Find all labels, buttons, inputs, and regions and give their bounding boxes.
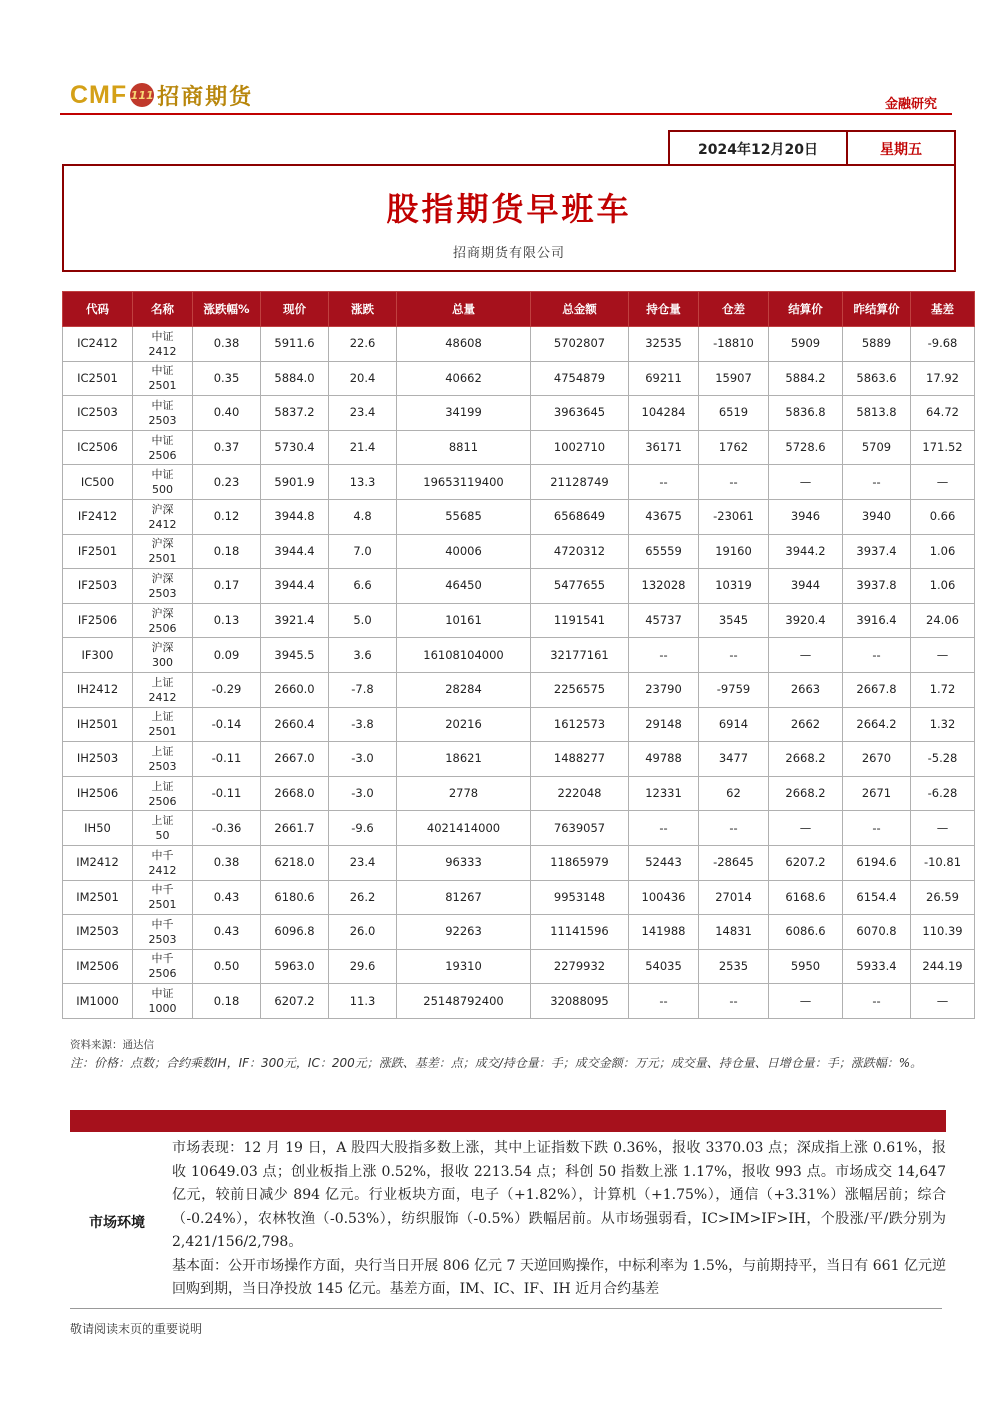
column-header: 现价 xyxy=(261,292,329,327)
table-cell: 4754879 xyxy=(531,361,629,396)
table-cell: 21128749 xyxy=(531,465,629,500)
table-cell: 65559 xyxy=(629,534,699,569)
table-cell: 1002710 xyxy=(531,430,629,465)
table-cell: 0.09 xyxy=(193,638,261,673)
table-cell: 40662 xyxy=(397,361,531,396)
table-cell: 8811 xyxy=(397,430,531,465)
table-cell: 10161 xyxy=(397,603,531,638)
table-cell: 14831 xyxy=(699,915,769,950)
table-cell: 32088095 xyxy=(531,984,629,1019)
column-header: 结算价 xyxy=(769,292,843,327)
table-cell: -- xyxy=(699,984,769,1019)
table-cell: -- xyxy=(699,465,769,500)
table-cell: 4021414000 xyxy=(397,811,531,846)
table-cell: 64.72 xyxy=(911,396,975,431)
contract-name-cell: 沪深 2412 xyxy=(133,499,193,534)
table-cell: -3.0 xyxy=(329,776,397,811)
contract-code-cell: IC500 xyxy=(63,465,133,500)
table-cell: 26.2 xyxy=(329,880,397,915)
table-row xyxy=(63,638,975,673)
table-body xyxy=(63,327,975,1019)
table-cell: 34199 xyxy=(397,396,531,431)
table-cell: 244.19 xyxy=(911,949,975,984)
contract-code-cell: IM2503 xyxy=(63,915,133,950)
company-logo xyxy=(70,80,253,110)
market-commentary xyxy=(172,1137,946,1302)
table-cell: 3.6 xyxy=(329,638,397,673)
contract-code-cell: IH2506 xyxy=(63,776,133,811)
column-header: 涨跌 xyxy=(329,292,397,327)
contract-name-cell: 中证 2501 xyxy=(133,361,193,396)
table-cell: 11865979 xyxy=(531,845,629,880)
data-source: 资料来源：通达信 xyxy=(70,1039,154,1051)
table-cell: 1762 xyxy=(699,430,769,465)
table-cell: -9.6 xyxy=(329,811,397,846)
table-cell: 3944.2 xyxy=(769,534,843,569)
table-cell: 3940 xyxy=(843,499,911,534)
table-cell: 1191541 xyxy=(531,603,629,638)
table-row xyxy=(63,327,975,362)
contract-name-cell: 沪深 2503 xyxy=(133,569,193,604)
table-row xyxy=(63,915,975,950)
table-cell: 2662 xyxy=(769,707,843,742)
contract-name-cell: 上证 2501 xyxy=(133,707,193,742)
table-cell: 15907 xyxy=(699,361,769,396)
table-cell: 16108104000 xyxy=(397,638,531,673)
report-date: 2024年12月20日 xyxy=(668,130,848,166)
table-cell: 26.59 xyxy=(911,880,975,915)
table-cell: 5863.6 xyxy=(843,361,911,396)
table-cell: 6914 xyxy=(699,707,769,742)
table-row xyxy=(63,672,975,707)
table-cell: 0.17 xyxy=(193,569,261,604)
table-cell: 3921.4 xyxy=(261,603,329,638)
table-cell: 0.37 xyxy=(193,430,261,465)
table-cell: 12331 xyxy=(629,776,699,811)
table-cell: 36171 xyxy=(629,430,699,465)
table-cell: 104284 xyxy=(629,396,699,431)
table-cell: 5901.9 xyxy=(261,465,329,500)
table-cell: 2256575 xyxy=(531,672,629,707)
table-cell: -6.28 xyxy=(911,776,975,811)
table-cell: 0.43 xyxy=(193,915,261,950)
table-row xyxy=(63,984,975,1019)
table-row xyxy=(63,534,975,569)
header-divider xyxy=(60,113,952,115)
table-cell: 1.06 xyxy=(911,534,975,569)
column-header: 涨跌幅% xyxy=(193,292,261,327)
table-cell: -3.8 xyxy=(329,707,397,742)
contract-code-cell: IF2501 xyxy=(63,534,133,569)
table-cell: 6194.6 xyxy=(843,845,911,880)
table-cell: 4720312 xyxy=(531,534,629,569)
table-cell: 3920.4 xyxy=(769,603,843,638)
contract-name-cell: 中千 2412 xyxy=(133,845,193,880)
table-cell: 5.0 xyxy=(329,603,397,638)
logo-latin: CMF xyxy=(70,80,128,109)
table-cell: 29.6 xyxy=(329,949,397,984)
table-cell: 32535 xyxy=(629,327,699,362)
table-cell: 20216 xyxy=(397,707,531,742)
table-cell: 3944.4 xyxy=(261,569,329,604)
table-cell: 2668.2 xyxy=(769,776,843,811)
table-cell: 2668.0 xyxy=(261,776,329,811)
table-cell: 3937.8 xyxy=(843,569,911,604)
contract-name-cell: 中千 2503 xyxy=(133,915,193,950)
table-cell: 49788 xyxy=(629,742,699,777)
table-cell: 0.40 xyxy=(193,396,261,431)
table-header-row xyxy=(63,292,975,327)
table-cell: 5477655 xyxy=(531,569,629,604)
table-cell: 6519 xyxy=(699,396,769,431)
table-cell: 20.4 xyxy=(329,361,397,396)
table-cell: 1.06 xyxy=(911,569,975,604)
contract-code-cell: IM2501 xyxy=(63,880,133,915)
table-cell: 5909 xyxy=(769,327,843,362)
table-cell: 2667.8 xyxy=(843,672,911,707)
table-row xyxy=(63,776,975,811)
table-cell: -0.14 xyxy=(193,707,261,742)
table-cell: -18810 xyxy=(699,327,769,362)
contract-name-cell: 中千 2506 xyxy=(133,949,193,984)
column-header: 昨结算价 xyxy=(843,292,911,327)
table-cell: 6180.6 xyxy=(261,880,329,915)
contract-code-cell: IC2501 xyxy=(63,361,133,396)
table-cell: -- xyxy=(629,984,699,1019)
table-cell: — xyxy=(769,465,843,500)
table-row xyxy=(63,949,975,984)
table-cell: 48608 xyxy=(397,327,531,362)
table-cell: 11.3 xyxy=(329,984,397,1019)
table-cell: 5709 xyxy=(843,430,911,465)
table-cell: -5.28 xyxy=(911,742,975,777)
report-title: 股指期货早班车 xyxy=(386,190,632,228)
contract-code-cell: IH2412 xyxy=(63,672,133,707)
table-row xyxy=(63,430,975,465)
table-cell: 5911.6 xyxy=(261,327,329,362)
table-cell: -- xyxy=(699,638,769,673)
table-cell: 3946 xyxy=(769,499,843,534)
table-cell: 100436 xyxy=(629,880,699,915)
table-cell: 2661.7 xyxy=(261,811,329,846)
table-row xyxy=(63,707,975,742)
table-cell: 5889 xyxy=(843,327,911,362)
table-cell: 23790 xyxy=(629,672,699,707)
table-cell: 3545 xyxy=(699,603,769,638)
table-row xyxy=(63,499,975,534)
table-row xyxy=(63,396,975,431)
contract-code-cell: IH50 xyxy=(63,811,133,846)
table-cell: -28645 xyxy=(699,845,769,880)
contract-name-cell: 上证 2412 xyxy=(133,672,193,707)
table-cell: 3944.8 xyxy=(261,499,329,534)
table-cell: 5837.2 xyxy=(261,396,329,431)
table-cell: 46450 xyxy=(397,569,531,604)
title-box xyxy=(62,164,956,272)
column-header: 名称 xyxy=(133,292,193,327)
contract-name-cell: 中千 2501 xyxy=(133,880,193,915)
table-cell: 0.43 xyxy=(193,880,261,915)
table-cell: 2660.0 xyxy=(261,672,329,707)
table-cell: 19160 xyxy=(699,534,769,569)
table-cell: 5950 xyxy=(769,949,843,984)
table-cell: 5933.4 xyxy=(843,949,911,984)
table-cell: 96333 xyxy=(397,845,531,880)
table-cell: 6218.0 xyxy=(261,845,329,880)
table-cell: 28284 xyxy=(397,672,531,707)
table-cell: 52443 xyxy=(629,845,699,880)
logo-emblem-icon: 111 xyxy=(130,83,154,107)
contract-code-cell: IF2412 xyxy=(63,499,133,534)
table-cell: 0.18 xyxy=(193,984,261,1019)
table-cell: 0.23 xyxy=(193,465,261,500)
table-cell: 27014 xyxy=(699,880,769,915)
table-cell: 32177161 xyxy=(531,638,629,673)
table-cell: 25148792400 xyxy=(397,984,531,1019)
table-cell: 24.06 xyxy=(911,603,975,638)
table-cell: 29148 xyxy=(629,707,699,742)
table-cell: 5730.4 xyxy=(261,430,329,465)
table-cell: 6086.6 xyxy=(769,915,843,950)
contract-name-cell: 中证 1000 xyxy=(133,984,193,1019)
table-row xyxy=(63,465,975,500)
table-cell: — xyxy=(911,811,975,846)
section-divider-bar xyxy=(70,1110,946,1132)
table-cell: 22.6 xyxy=(329,327,397,362)
table-cell: 81267 xyxy=(397,880,531,915)
contract-name-cell: 沪深 2506 xyxy=(133,603,193,638)
table-cell: 110.39 xyxy=(911,915,975,950)
table-cell: 0.66 xyxy=(911,499,975,534)
market-section-label: 市场环境 xyxy=(89,1215,145,1231)
table-cell: 6154.4 xyxy=(843,880,911,915)
table-row xyxy=(63,811,975,846)
contract-name-cell: 上证 2506 xyxy=(133,776,193,811)
table-cell: 141988 xyxy=(629,915,699,950)
table-cell: 69211 xyxy=(629,361,699,396)
column-header: 总量 xyxy=(397,292,531,327)
table-cell: 23.4 xyxy=(329,845,397,880)
contract-code-cell: IH2503 xyxy=(63,742,133,777)
report-weekday: 星期五 xyxy=(846,130,956,166)
table-cell: 0.18 xyxy=(193,534,261,569)
table-cell: -- xyxy=(843,984,911,1019)
table-cell: 23.4 xyxy=(329,396,397,431)
contract-code-cell: IM2506 xyxy=(63,949,133,984)
table-cell: 5702807 xyxy=(531,327,629,362)
table-cell: 222048 xyxy=(531,776,629,811)
table-cell: 43675 xyxy=(629,499,699,534)
table-cell: 0.12 xyxy=(193,499,261,534)
table-row xyxy=(63,361,975,396)
column-header: 代码 xyxy=(63,292,133,327)
table-cell: 2670 xyxy=(843,742,911,777)
futures-table xyxy=(62,291,975,1019)
table-cell: 5884.2 xyxy=(769,361,843,396)
table-cell: 26.0 xyxy=(329,915,397,950)
table-cell: 45737 xyxy=(629,603,699,638)
contract-code-cell: IC2412 xyxy=(63,327,133,362)
market-performance-paragraph: 市场表现：12 月 19 日，A 股四大股指多数上涨，其中上证指数下跌 0.36%，报收 3370.03 点；深成指上涨 0.61%，报收 10649.03 点；创业板指上涨 0.52%，报收 2213.54 点；科创 50 指数上涨 1.17%，报收 993 点。市场成交 14,647 亿元，较前日减少 894 亿元。行业板块方面，电子（+1.82%），计算机（+1.75%），通信（+3.31%）涨幅居前；综合（-0.24%），农林牧渔（-0.53%），纺织服饰（-0.5%）跌幅居前。从市场强弱看，IC>IM>IF>IH，个股涨/平/跌分别为 2,421/156/2,798。 xyxy=(172,1140,946,1250)
table-cell: -7.8 xyxy=(329,672,397,707)
table-cell: 2535 xyxy=(699,949,769,984)
table-cell: 6096.8 xyxy=(261,915,329,950)
table-cell: 132028 xyxy=(629,569,699,604)
contract-code-cell: IC2503 xyxy=(63,396,133,431)
table-cell: 18621 xyxy=(397,742,531,777)
table-cell: 6568649 xyxy=(531,499,629,534)
column-header: 持仓量 xyxy=(629,292,699,327)
table-cell: 3944.4 xyxy=(261,534,329,569)
footer-divider xyxy=(70,1308,942,1309)
table-cell: 2279932 xyxy=(531,949,629,984)
table-cell: 3916.4 xyxy=(843,603,911,638)
table-cell: -9.68 xyxy=(911,327,975,362)
table-cell: 171.52 xyxy=(911,430,975,465)
column-header: 仓差 xyxy=(699,292,769,327)
table-cell: 6070.8 xyxy=(843,915,911,950)
table-cell: -- xyxy=(699,811,769,846)
table-cell: -- xyxy=(629,465,699,500)
table-cell: 9953148 xyxy=(531,880,629,915)
table-cell: -0.11 xyxy=(193,742,261,777)
table-cell: 5836.8 xyxy=(769,396,843,431)
table-cell: 3937.4 xyxy=(843,534,911,569)
table-cell: 5963.0 xyxy=(261,949,329,984)
contract-code-cell: IF300 xyxy=(63,638,133,673)
table-cell: — xyxy=(769,984,843,1019)
table-cell: 2671 xyxy=(843,776,911,811)
table-cell: 3944 xyxy=(769,569,843,604)
table-row xyxy=(63,845,975,880)
table-cell: 0.35 xyxy=(193,361,261,396)
table-cell: 6168.6 xyxy=(769,880,843,915)
column-header: 总金额 xyxy=(531,292,629,327)
table-cell: 1.32 xyxy=(911,707,975,742)
table-row xyxy=(63,742,975,777)
column-header: 基差 xyxy=(911,292,975,327)
footer-disclaimer: 敬请阅读末页的重要说明 xyxy=(70,1322,203,1336)
contract-name-cell: 上证 2503 xyxy=(133,742,193,777)
table-cell: 7.0 xyxy=(329,534,397,569)
contract-code-cell: IM1000 xyxy=(63,984,133,1019)
table-cell: -10.81 xyxy=(911,845,975,880)
table-cell: -- xyxy=(843,465,911,500)
contract-code-cell: IM2412 xyxy=(63,845,133,880)
table-cell: -0.29 xyxy=(193,672,261,707)
table-cell: 1488277 xyxy=(531,742,629,777)
contract-name-cell: 中证 500 xyxy=(133,465,193,500)
contract-name-cell: 中证 2506 xyxy=(133,430,193,465)
table-note: 注：价格：点数；合约乘数IH，IF：300元，IC：200元；涨跌、基差：点；成交/持仓量：手；成交金额：万元；成交量、持仓量、日增仓量：手；涨跌幅：%。 xyxy=(70,1056,923,1070)
table-cell: 1.72 xyxy=(911,672,975,707)
table-cell: -- xyxy=(629,638,699,673)
table-cell: 2778 xyxy=(397,776,531,811)
contract-name-cell: 中证 2412 xyxy=(133,327,193,362)
table-cell: 0.38 xyxy=(193,845,261,880)
table-cell: 54035 xyxy=(629,949,699,984)
table-cell: 21.4 xyxy=(329,430,397,465)
table-cell: 5813.8 xyxy=(843,396,911,431)
table-cell: 17.92 xyxy=(911,361,975,396)
table-cell: -0.11 xyxy=(193,776,261,811)
table-cell: 11141596 xyxy=(531,915,629,950)
contract-name-cell: 沪深 2501 xyxy=(133,534,193,569)
table-cell: 2667.0 xyxy=(261,742,329,777)
contract-code-cell: IC2506 xyxy=(63,430,133,465)
table-cell: -0.36 xyxy=(193,811,261,846)
table-cell: 62 xyxy=(699,776,769,811)
table-cell: 2660.4 xyxy=(261,707,329,742)
table-cell: -9759 xyxy=(699,672,769,707)
table-cell: 19310 xyxy=(397,949,531,984)
table-cell: 40006 xyxy=(397,534,531,569)
fundamentals-paragraph: 基本面：公开市场操作方面，央行当日开展 806 亿元 7 天逆回购操作，中标利率为 1.5%，与前期持平，当日有 661 亿元逆回购到期，当日净投放 145 亿元。基差方面，IM、IC、IF、IH 近月合约基差 xyxy=(172,1257,946,1297)
table-cell: — xyxy=(769,811,843,846)
company-name: 招商期货有限公司 xyxy=(452,246,565,261)
contract-name-cell: 沪深 300 xyxy=(133,638,193,673)
table-cell: 10319 xyxy=(699,569,769,604)
table-cell: 4.8 xyxy=(329,499,397,534)
table-cell: 0.13 xyxy=(193,603,261,638)
department-label: 金融研究 xyxy=(884,97,937,112)
table-cell: — xyxy=(769,638,843,673)
logo-chinese: 招商期货 xyxy=(157,84,254,110)
table-cell: 19653119400 xyxy=(397,465,531,500)
table-row xyxy=(63,569,975,604)
table-cell: -23061 xyxy=(699,499,769,534)
table-cell: -- xyxy=(629,811,699,846)
table-cell: 0.50 xyxy=(193,949,261,984)
table-cell: 2664.2 xyxy=(843,707,911,742)
table-cell: -3.0 xyxy=(329,742,397,777)
table-cell: 7639057 xyxy=(531,811,629,846)
table-cell: -- xyxy=(843,638,911,673)
table-cell: 3945.5 xyxy=(261,638,329,673)
table-cell: 55685 xyxy=(397,499,531,534)
table-cell: 0.38 xyxy=(193,327,261,362)
table-cell: 6207.2 xyxy=(261,984,329,1019)
contract-code-cell: IH2501 xyxy=(63,707,133,742)
contract-code-cell: IF2506 xyxy=(63,603,133,638)
contract-code-cell: IF2503 xyxy=(63,569,133,604)
table-cell: — xyxy=(911,984,975,1019)
table-row xyxy=(63,880,975,915)
table-cell: — xyxy=(911,465,975,500)
table-cell: 2663 xyxy=(769,672,843,707)
table-cell: 2668.2 xyxy=(769,742,843,777)
table-row xyxy=(63,603,975,638)
contract-name-cell: 中证 2503 xyxy=(133,396,193,431)
table-cell: 6207.2 xyxy=(769,845,843,880)
contract-name-cell: 上证 50 xyxy=(133,811,193,846)
table-cell: 92263 xyxy=(397,915,531,950)
table-cell: — xyxy=(911,638,975,673)
table-cell: 13.3 xyxy=(329,465,397,500)
table-cell: 3963645 xyxy=(531,396,629,431)
table-cell: 6.6 xyxy=(329,569,397,604)
table-cell: 5884.0 xyxy=(261,361,329,396)
table-cell: 1612573 xyxy=(531,707,629,742)
table-cell: -- xyxy=(843,811,911,846)
table-cell: 3477 xyxy=(699,742,769,777)
table-cell: 5728.6 xyxy=(769,430,843,465)
